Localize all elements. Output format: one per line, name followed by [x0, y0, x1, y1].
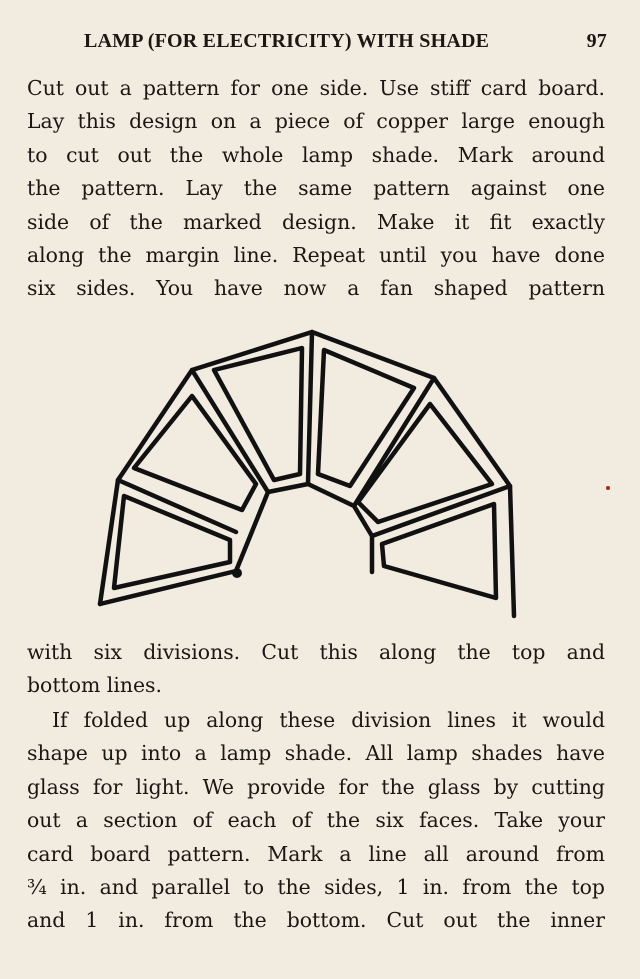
text-line: Cut out a pattern for one side. Use stiff card board.: [27, 76, 605, 100]
text-line: ¾ in. and parallel to the sides, 1 in. from the top: [27, 875, 605, 900]
text-line: Lay this design on a piece of copper large enough: [27, 109, 605, 134]
division-line: [354, 378, 434, 506]
text-line: If folded up along these division lines it would: [52, 708, 605, 732]
panel-window-1: [114, 496, 230, 588]
panel-window-4: [318, 350, 414, 486]
fan-shaped-pattern-figure: [96, 326, 518, 622]
text-line: with six divisions. Cut this along the top and: [27, 640, 605, 664]
panel-window-3: [214, 348, 302, 480]
text-line: out a section of each of the six faces. Take your: [27, 808, 605, 833]
paragraph-3: [27, 704, 605, 938]
division-line: [192, 370, 268, 492]
running-head-title: LAMP (FOR ELECTRICITY) WITH SHADE: [84, 30, 490, 52]
text-line: along the margin line. Repeat until you have done: [27, 243, 605, 268]
paragraph-2: [27, 636, 605, 703]
panel-window-5: [358, 404, 492, 522]
text-line: shape up into a lamp shade. All lamp shades have: [27, 741, 605, 766]
running-head: [84, 30, 610, 53]
text-line: bottom lines.: [27, 673, 162, 698]
text-line: to cut out the whole lamp shade. Mark around: [27, 142, 605, 167]
page-number: 97: [586, 30, 607, 52]
ink-dot: [232, 568, 242, 578]
division-line: [308, 332, 312, 484]
text-line: glass for light. We provide for the glass by cutting: [27, 774, 605, 799]
division-line: [118, 480, 236, 532]
ink-speck: [606, 486, 610, 490]
text-line: six sides. You have now a fan shaped pattern: [27, 276, 605, 301]
pattern-inner-outline: [236, 484, 372, 572]
text-line: the pattern. Lay the same pattern against one: [27, 176, 605, 201]
text-line: side of the marked design. Make it fit exactly: [27, 209, 605, 234]
paragraph-1: [27, 72, 605, 306]
division-line: [372, 486, 510, 536]
text-line: and 1 in. from the bottom. Cut out the inner: [27, 908, 605, 933]
text-line: card board pattern. Mark a line all around from: [27, 841, 605, 866]
panel-window-6: [382, 504, 496, 598]
